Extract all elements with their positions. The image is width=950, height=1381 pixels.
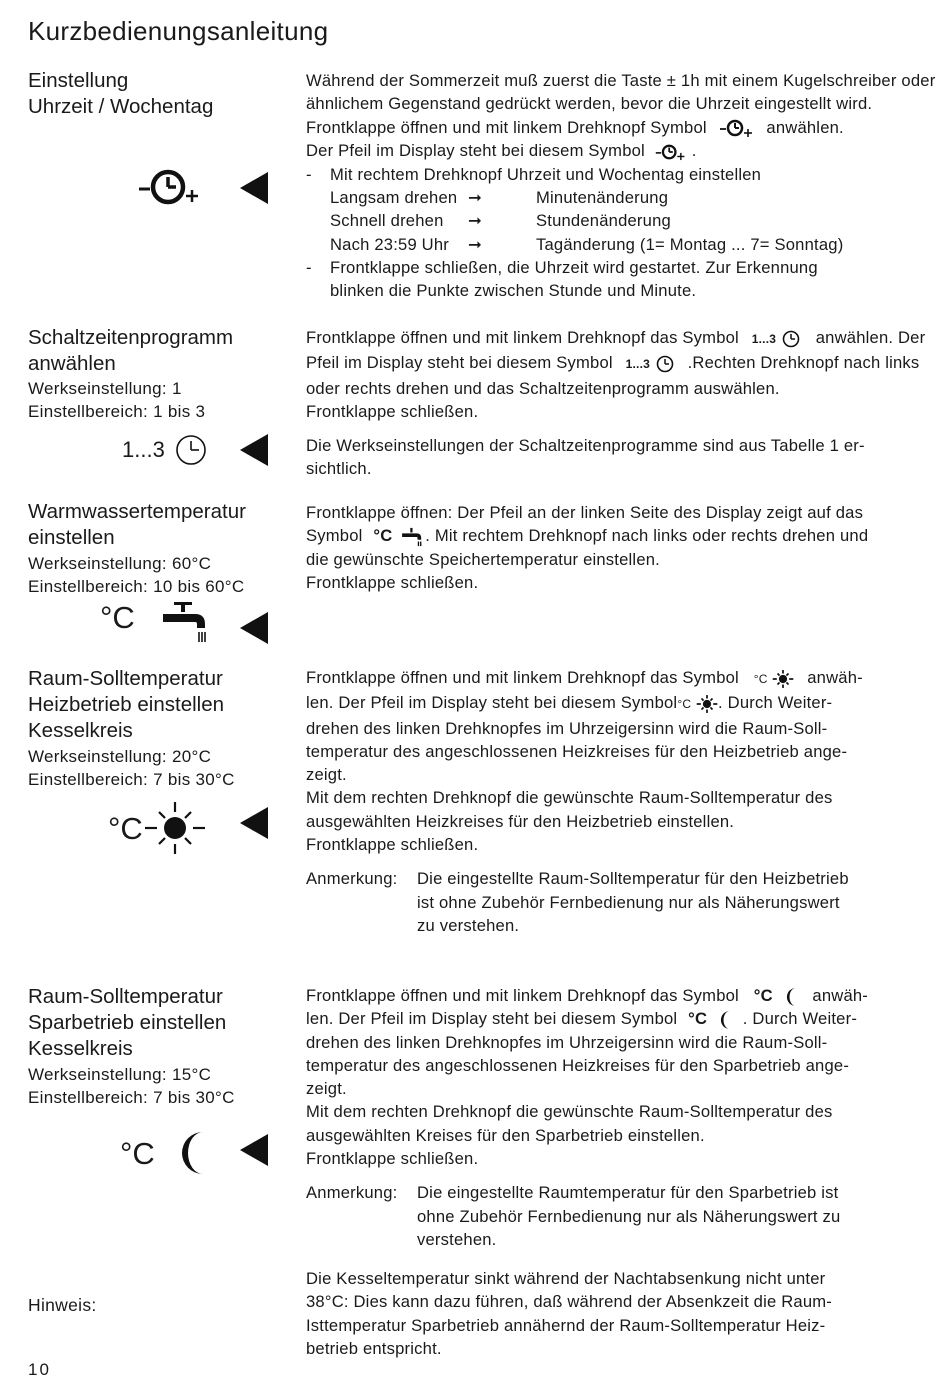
section-settings-hotwater: Werkseinstellung: 60°C Einstellbereich: 10 bis 60°C (28, 554, 245, 596)
section-settings-heating: Werkseinstellung: 20°C Einstellbereich: 7 bis 30°C (28, 747, 235, 789)
arrow-right-icon: ➞ (468, 211, 483, 231)
pointer-arrow-icon (240, 807, 268, 839)
program-symbol: 1...3 (122, 432, 209, 468)
pointer-arrow-icon (240, 1134, 268, 1166)
clock-icon (781, 329, 801, 349)
clock-plusminus-icon (136, 165, 200, 209)
section-heading-time: Einstellung Uhrzeit / Wochentag (28, 69, 214, 118)
water-tap-icon (161, 600, 213, 644)
sun-icon (143, 802, 207, 854)
sun-icon (772, 668, 794, 690)
clock-plusminus-icon (654, 141, 688, 163)
note: Anmerkung: Die eingestellte Raum-Solltemperatur für den Heizbetrieb ist ohne Zubehör Fernbedienung nur als Näherungswert zu verstehen. (306, 869, 849, 935)
section-settings-program: Werkseinstellung: 1 Einstellbereich: 1 bis 3 (28, 379, 206, 421)
clock-icon (655, 354, 675, 374)
section-text-hotwater: Frontklappe öffnen: Der Pfeil an der linken Seite des Display zeigt auf das Symbol °C . Mit rechtem Drehknopf nach links oder rechts drehen und die gewünschte Speichertemperatur einstellen. Frontklappe schließen. (306, 503, 869, 592)
sun-icon (696, 693, 718, 715)
arrow-right-icon: ➞ (468, 234, 483, 254)
pointer-arrow-icon (240, 434, 268, 466)
hotwater-symbol: °C (100, 602, 213, 644)
pointer-arrow-icon (240, 172, 268, 204)
moon-icon (720, 1010, 734, 1030)
section-heading-saving: Raum-Solltemperatur Sparbetrieb einstellen Kesselkreis (28, 985, 227, 1060)
pointer-arrow-icon (240, 612, 268, 644)
page-title: Kurzbedienungsanleitung (28, 16, 329, 46)
section-heading-hotwater: Warmwassertemperatur einstellen (28, 500, 246, 549)
section-heading-program: Schaltzeitenprogramm anwählen (28, 326, 234, 375)
table-row: Nach 23:59 Uhr ➞ Tagänderung (1= Montag ... 7= Sonntag) (306, 233, 886, 256)
moon-icon (181, 1130, 211, 1176)
page-number: 10 (28, 1360, 51, 1379)
hint-text: Die Kesseltemperatur sinkt während der Nachtabsenkung nicht unter 38°C: Dies kann dazu führen, daß während der Absenkzeit die Raum- Isttemperatur Sparbetrieb annähernd der Raum-Solltemperatur Heiz- betrieb entspricht. (306, 1269, 833, 1358)
heating-symbol: °C (108, 802, 207, 854)
clock-plusminus-icon (718, 117, 756, 139)
moon-icon (786, 987, 800, 1007)
section-text-heating: Frontklappe öffnen und mit linkem Drehknopf das Symbol °C anwäh- len. Der Pfeil im Display steht bei diesem Symbol°C . Durch Weiter- drehen des linken Drehknopfes im Uhrzeigersinn wird die Raum-Soll- temperatur des angeschlossenen Heizkreises für den Heizbetrieb ange- zeigt. Mit dem rechten Drehknopf die gewünschte Raum-Solltemperatur des ausgewählten Heizkreises für den Heizbetrieb einstellen. Frontklappe schließen. Anmerkung: Die eingestellte Raum-Solltemperatur für den Heizbetrieb ist ohne Zubehör Fernbedienung nur als Näherungswert zu verstehen. (306, 666, 886, 937)
arrow-right-icon: ➞ (468, 188, 483, 208)
section-text-saving: Frontklappe öffnen und mit linkem Drehknopf das Symbol °C anwäh- len. Der Pfeil im Display steht bei diesem Symbol °C . Durch Weiter- drehen des linken Drehknopfes im Uhrzeigersinn wird die Raum-Soll- temperatur des angeschlossenen Heizkreises für den Sparbetrieb ange- zeigt. Mit dem rechten Drehknopf die gewünschte Raum-Solltemperatur des ausgewählten Kreises für den Sparbetrieb einstellen. Frontklappe schließen. Anmerkung: Die eingestellte Raumtemperatur für den Sparbetrieb ist ohne Zubehör Fernbedienung nur als Näherungswert zu verstehen. (306, 984, 886, 1251)
section-settings-saving: Werkseinstellung: 15°C Einstellbereich: 7 bis 30°C (28, 1065, 235, 1107)
section-text-program: Frontklappe öffnen und mit linkem Drehknopf das Symbol 1...3 anwählen. Der Pfeil im Display steht bei diesem Symbol 1...3 .Rechten Drehknopf nach links oder rechts drehen und das Schaltzeitenprogramm auswählen. Frontklappe schließen. Die Werkseinstellungen der Schaltzeitenprogramme sind aus Tabelle 1 er- sichtlich. (306, 328, 926, 479)
section-text-time: Während der Sommerzeit muß zuerst die Taste ± 1h mit einem Kugelschreiber oder ähnlichem Gegenstand gedrückt werden, bevor die Uhrzeit eingestellt wird. Frontklappe öffnen und mit linkem Drehknopf Symbol anwählen. Der Pfeil im Display steht bei diesem Symbol . - Mit rechtem Drehknopf Uhrzeit und Wochentag einstellen Langsam drehen ➞ Minutenänderung Schnell drehen ➞ Stundenänderung Nach 23:59 Uhr ➞ Tagänderung (1= Montag ... 7= Sonntag) - Frontklappe schließen, die Uhrzeit wird gestartet. Zur Erkennung blinken die Punkte zwischen Stunde und Minute. (306, 71, 936, 301)
table-row: Langsam drehen ➞ Minutenänderung (306, 186, 886, 209)
list-item: - Mit rechtem Drehknopf Uhrzeit und Wochentag einstellen (306, 164, 762, 184)
saving-symbol: °C (120, 1130, 211, 1176)
list-item: - Frontklappe schließen, die Uhrzeit wird gestartet. Zur Erkennung (306, 258, 818, 277)
section-heading-heating: Raum-Solltemperatur Heizbetrieb einstellen Kesselkreis (28, 667, 225, 742)
hint-label: Hinweis: (28, 1295, 97, 1315)
water-tap-icon (401, 527, 425, 547)
note: Anmerkung: Die eingestellte Raumtemperatur für den Sparbetrieb ist ohne Zubehör Fernbedienung nur als Näherungswert zu verstehen. (306, 1183, 841, 1249)
table-row: Schnell drehen ➞ Stundenänderung (306, 209, 886, 232)
clock-icon (173, 432, 209, 468)
